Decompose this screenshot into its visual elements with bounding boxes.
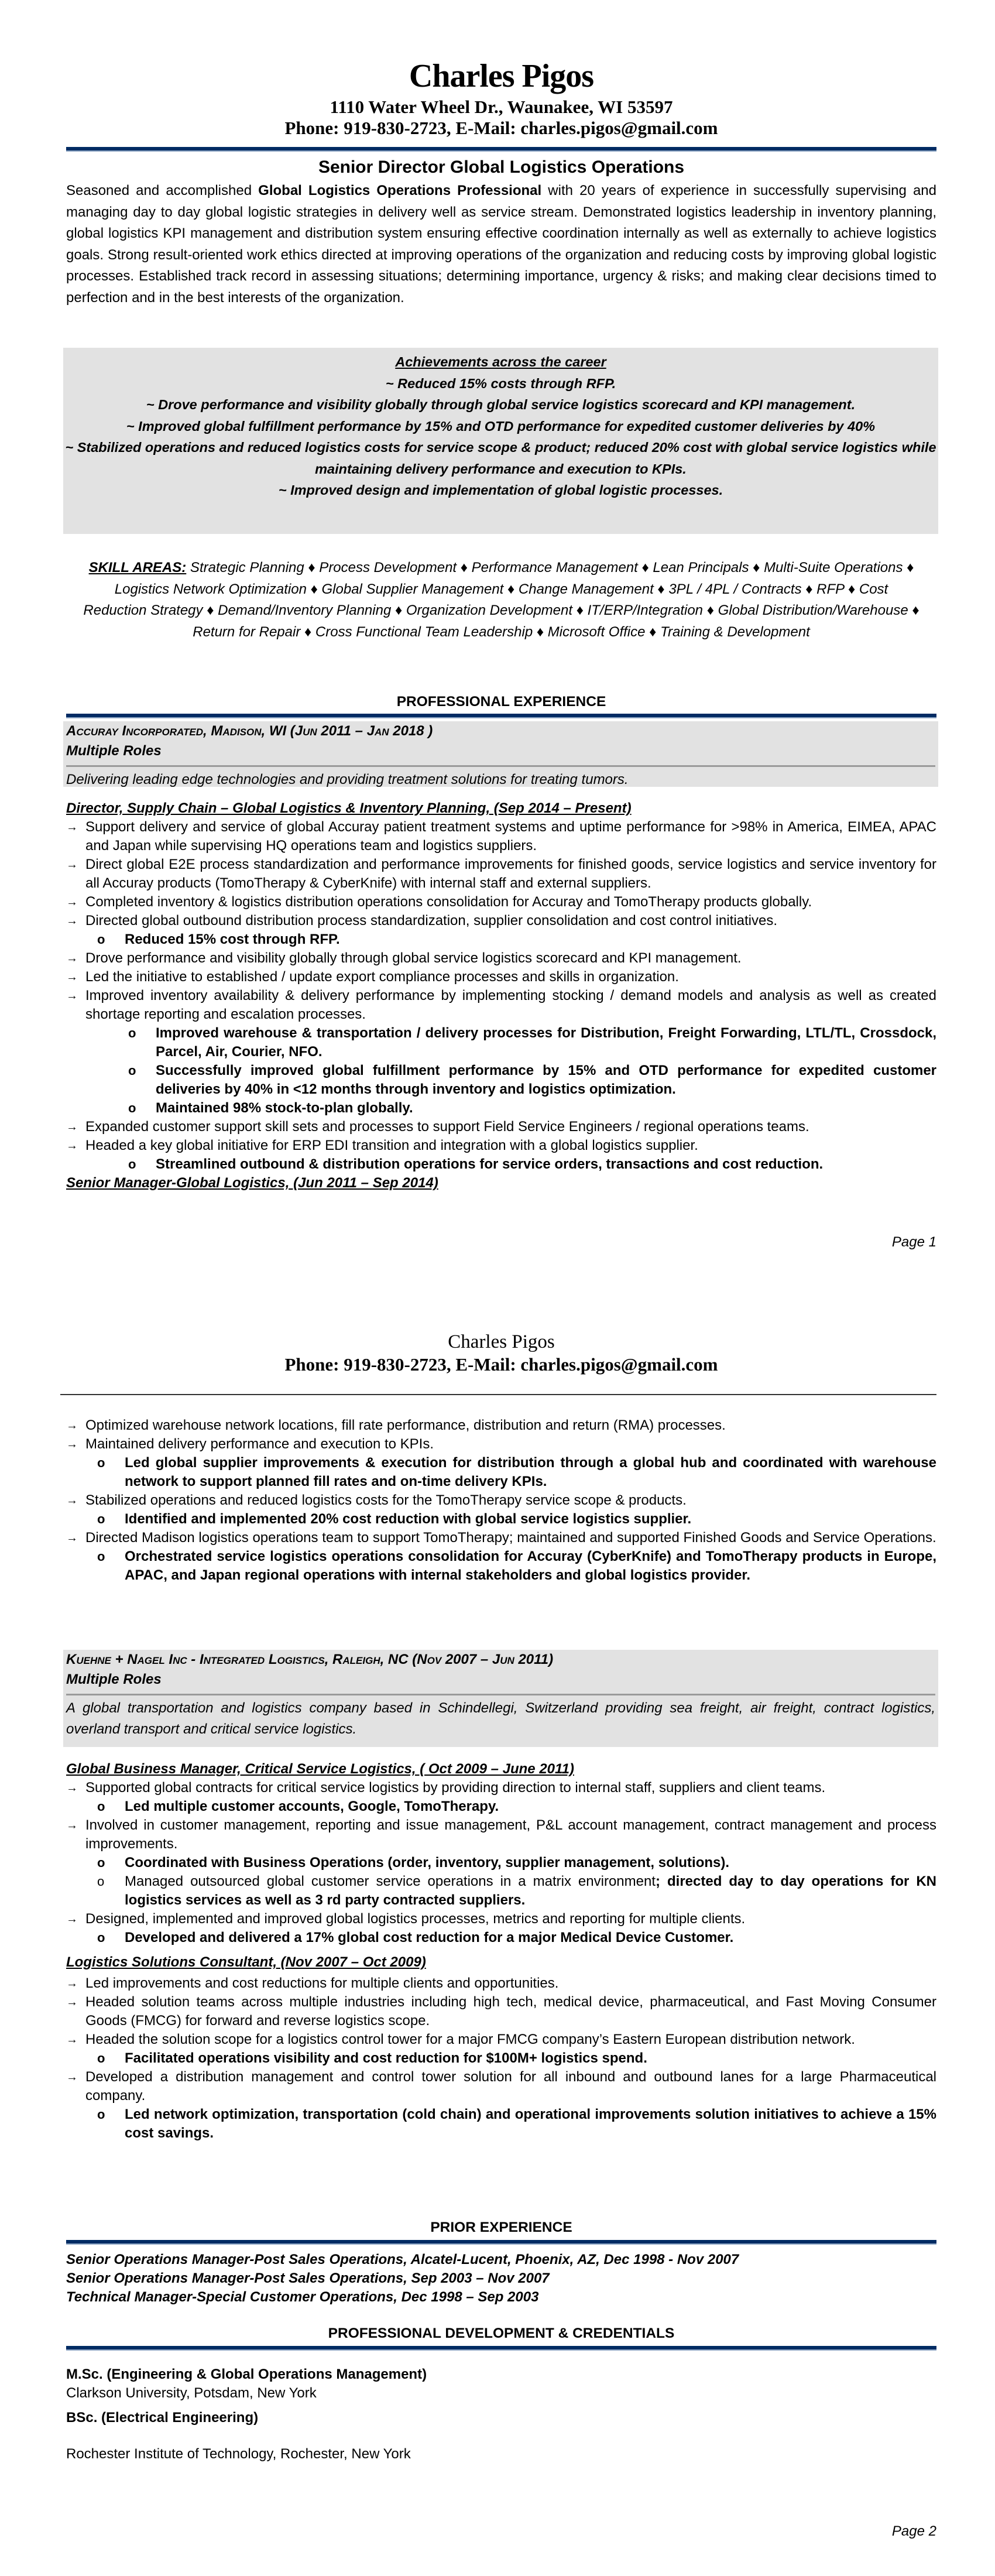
circle-bullet-icon: o: [128, 1101, 136, 1115]
section-divider: [66, 714, 936, 718]
bullet-text: Orchestrated service logistics operations consolidation for Accuray (CyberKnife) and TomoTherapy products in Europe, APAC, and Japan regional operations with internal stakeholders and global logistics provider.: [125, 1549, 936, 1583]
company-separator: [66, 765, 935, 767]
arrow-bullet-icon: →: [66, 952, 78, 965]
bullet-text: Led the initiative to established / update export compliance processes and skills in organization.: [85, 969, 679, 985]
bullet-text: Involved in customer management, reporting and issue management, P&L account management, contract management and process improvements.: [85, 1817, 936, 1852]
circle-bullet-icon: o: [97, 1930, 105, 1945]
role-block: [66, 799, 936, 1193]
company-box-kuehne-nagel: [63, 1650, 938, 1747]
role-title: Senior Manager-Global Logistics, (Jun 2011 – Sep 2014): [66, 1175, 438, 1191]
bullet-text: Improved inventory availability & delivery performance by implementing stocking / demand models and analysis as well as created shortage reporting and escalation processes.: [85, 988, 936, 1022]
section-heading-education: PROFESSIONAL DEVELOPMENT & CREDENTIALS: [328, 2325, 675, 2341]
list-item: [66, 1416, 936, 1435]
bullet-text: Led global supplier improvements & execution for distribution through a global hub and coordinated with warehouse network to support planned fill rates and on-time delivery KPIs.: [125, 1455, 936, 1489]
circle-bullet-icon: o: [97, 1874, 105, 1889]
section-divider: [66, 2240, 936, 2245]
candidate-contact: Phone: 919-830-2723, E-Mail: charles.pigos@gmail.com: [284, 118, 718, 138]
skill-areas-list: Strategic Planning ♦ Process Development ♦ Performance Management ♦ Lean Principals ♦ Multi-Suite Operations ♦ Logistics Network Optimization ♦ Global Supplier Management ♦ Change Management ♦ 3PL / 4PL / Contracts ♦ RFP ♦ Cost Reduction Strategy ♦ Demand/Inventory Planning ♦ Organization Development ♦ IT/ERP/Integration ♦ Global Distribution/Warehouse ♦ Return for Repair ♦ Cross Functional Team Leadership ♦ Microsoft Office ♦ Training & Development: [83, 560, 919, 640]
sub-list-item: [66, 1024, 936, 1061]
circle-bullet-icon: o: [128, 1157, 136, 1171]
achievements-heading: Achievements across the career: [395, 354, 606, 369]
bullet-text: Led network optimization, transportation (cold chain) and operational improvements solution initiatives to achieve a 15% cost savings.: [125, 2106, 936, 2141]
summary-highlight: Global Logistics Operations Professional: [258, 183, 542, 198]
company-box-accuray: [63, 721, 938, 787]
company-name: Accuray Incorporated, Madison, WI (Jun 2011 – Jan 2018 ): [66, 723, 433, 739]
page-number: Page 1: [891, 1234, 936, 1250]
sub-list-item: [66, 1099, 936, 1118]
bullet-text: Headed the solution scope for a logistics control tower for a major FMCG company’s Eastern European distribution network.: [85, 2032, 855, 2047]
sub-list-item: [66, 1797, 936, 1816]
page2-divider: [60, 1394, 936, 1395]
arrow-bullet-icon: →: [66, 896, 78, 909]
list-item: [66, 1974, 936, 1993]
bullet-text: Developed and delivered a 17% global cost reduction for a major Medical Device Customer.: [125, 1930, 734, 1945]
section-heading-prior: PRIOR EXPERIENCE: [430, 2219, 572, 2235]
sub-list-item: [66, 930, 936, 949]
candidate-address: 1110 Water Wheel Dr., Waunakee, WI 53597: [330, 97, 673, 117]
list-item: [66, 1118, 936, 1136]
company-description: Delivering leading edge technologies and providing treatment solutions for treating tumors.: [66, 772, 629, 787]
arrow-bullet-icon: →: [66, 1494, 78, 1507]
list-item: [66, 2068, 936, 2143]
bullet-text: Identified and implemented 20% cost reduction with global service logistics supplier.: [125, 1511, 692, 1527]
circle-bullet-icon: o: [128, 1026, 136, 1040]
role-block: [66, 1760, 936, 2143]
list-item: [66, 818, 936, 855]
sub-list-item: [66, 1872, 936, 1910]
role-bullets: [66, 1974, 936, 2143]
arrow-bullet-icon: →: [66, 821, 78, 834]
arrow-bullet-icon: →: [66, 1139, 78, 1152]
circle-bullet-icon: o: [97, 1855, 105, 1870]
summary-lead: Seasoned and accomplished: [66, 183, 259, 198]
list-item: [66, 1136, 936, 1174]
bullet-text: Maintained delivery performance and execution to KPIs.: [85, 1436, 434, 1452]
education-list: [66, 2365, 936, 2464]
arrow-bullet-icon: →: [66, 1438, 78, 1451]
page2-candidate-name: Charles Pigos: [448, 1331, 555, 1352]
arrow-bullet-icon: →: [66, 1782, 78, 1794]
page-number: Page 2: [891, 2523, 936, 2539]
bullet-text: Led multiple customer accounts, Google, TomoTherapy.: [125, 1799, 499, 1814]
arrow-bullet-icon: →: [66, 1977, 78, 1990]
achievement-item: ~ Drove performance and visibility globally through global service logistics scorecard and KPI management.: [146, 397, 856, 412]
page2-candidate-contact: Phone: 919-830-2723, E-Mail: charles.pigos@gmail.com: [284, 1354, 718, 1375]
circle-bullet-icon: o: [97, 2107, 105, 2122]
arrow-bullet-icon: →: [66, 858, 78, 871]
list-item: [66, 968, 936, 986]
summary-rest: with 20 years of experience in successfully supervising and managing day to day global logistic strategies in delivery well as service stream. Demonstrated logistics leadership in inventory planning, global logistics KPI management and distribution system ensuring effective coordination internally as well as externally to achieve logistics goals. Strong result-oriented work ethics directed at improving operations of the organization and reducing costs by improving global logistic processes. Established track record in assessing situations; determining importance, urgency & risks; and making clear decisions timed to perfection and in the best interests of the organization.: [66, 183, 937, 306]
sub-list-item: [66, 2105, 936, 2143]
arrow-bullet-icon: →: [66, 1819, 78, 1832]
role-title: Global Business Manager, Critical Service Logistics, ( Oct 2009 – June 2011): [66, 1761, 574, 1777]
arrow-bullet-icon: →: [66, 1419, 78, 1432]
candidate-name: Charles Pigos: [409, 58, 594, 94]
bullet-text: Managed outsourced global customer service operations in a matrix environment: [125, 1873, 656, 1889]
circle-bullet-icon: o: [97, 932, 105, 947]
degree: M.Sc. (Engineering & Global Operations Management): [66, 2366, 427, 2382]
arrow-bullet-icon: →: [66, 1913, 78, 1926]
sub-list-item: [66, 1928, 936, 1947]
sub-list-item: [66, 1061, 936, 1099]
skill-areas: [66, 557, 936, 643]
achievement-item: ~ Improved global fulfillment performance by 15% and OTD performance for expedited customer deliveries by 40%: [126, 418, 876, 434]
achievement-item: ~ Stabilized operations and reduced logistics costs for service scope & product; reduced 20% cost with global service logistics while maintaining delivery performance and execution to KPIs.: [65, 440, 936, 477]
prior-role: Senior Operations Manager-Post Sales Operations, Sep 2003 – Nov 2007: [66, 2270, 550, 2286]
bullet-text: Directed Madison logistics operations team to support TomoTherapy; maintained and supported Finished Goods and Service Operations.: [85, 1530, 936, 1546]
achievement-item: ~ Reduced 15% costs through RFP.: [385, 375, 616, 391]
role-title: Logistics Solutions Consultant, (Nov 2007 – Oct 2009): [66, 1954, 426, 1970]
arrow-bullet-icon: →: [66, 2071, 78, 2084]
list-item: [66, 1491, 936, 1529]
prior-experience-list: [66, 2250, 936, 2307]
role-title: Director, Supply Chain – Global Logistics & Inventory Planning, (Sep 2014 – Present): [66, 800, 632, 816]
prior-role: Technical Manager-Special Customer Operations, Dec 1998 – Sep 2003: [66, 2289, 539, 2305]
sub-list-item: [66, 1454, 936, 1491]
circle-bullet-icon: o: [97, 1799, 105, 1814]
bullet-text: Led improvements and cost reductions for multiple clients and opportunities.: [85, 1975, 559, 1991]
list-item: [66, 912, 936, 949]
bullet-text: Successfully improved global fulfillment performance by 15% and OTD performance for expedited customer deliveries by 40% in <12 months through inventory and logistics optimization.: [156, 1063, 936, 1097]
company-roles: Multiple Roles: [66, 743, 162, 759]
school: Rochester Institute of Technology, Rochester, New York: [66, 2446, 411, 2462]
bullet-text: Support delivery and service of global Accuray patient treatment systems and uptime performance for >98% in America, EIMEA, APAC and Japan while supervising HQ operations team and logistics suppliers.: [85, 819, 936, 854]
company-name: Kuehne + Nagel Inc - Integrated Logistics, Raleigh, NC (Nov 2007 – Jun 2011): [66, 1652, 554, 1667]
arrow-bullet-icon: →: [66, 989, 78, 1002]
sub-list-item: [66, 1155, 936, 1174]
bullet-text: Facilitated operations visibility and cost reduction for $100M+ logistics spend.: [125, 2050, 647, 2066]
bullet-text: Optimized warehouse network locations, fill rate performance, distribution and return (RMA) processes.: [85, 1417, 726, 1433]
sub-list-item: [66, 1854, 936, 1872]
skill-areas-label: SKILL AREAS:: [88, 560, 187, 576]
list-item: [66, 855, 936, 893]
circle-bullet-icon: o: [97, 1512, 105, 1526]
bullet-text: Designed, implemented and improved global logistics processes, metrics and reporting for multiple clients.: [85, 1911, 746, 1927]
bullet-text: Drove performance and visibility globally through global service logistics scorecard and KPI management.: [85, 950, 742, 966]
school: Clarkson University, Potsdam, New York: [66, 2385, 317, 2401]
arrow-bullet-icon: →: [66, 1121, 78, 1133]
arrow-bullet-icon: →: [66, 1996, 78, 2009]
bullet-text-bold: ; directed day to day operations for KN logistics services as well as 3 rd party contracted suppliers.: [125, 1873, 936, 1908]
role-bullets: [66, 1779, 936, 1947]
bullet-text: Direct global E2E process standardization and performance improvements for finished goods, service logistics and service inventory for all Accuray products (TomoTherapy & CyberKnife) with internal staff and external suppliers.: [85, 857, 936, 891]
bullet-text: Streamlined outbound & distribution operations for service orders, transactions and cost reduction.: [156, 1156, 824, 1172]
header-divider: [66, 147, 936, 152]
list-item: [66, 949, 936, 968]
bullet-text: Directed global outbound distribution process standardization, supplier consolidation and cost control initiatives.: [85, 913, 778, 929]
achievement-item: ~ Improved design and implementation of global logistic processes.: [278, 482, 723, 498]
role-bullets: [66, 818, 936, 1174]
list-item: [66, 1910, 936, 1947]
bullet-text: Stabilized operations and reduced logistics costs for the TomoTherapy service scope & products.: [85, 1492, 687, 1508]
role-block-continued: [66, 1416, 936, 1585]
arrow-bullet-icon: →: [66, 2033, 78, 2046]
sub-list-item: [66, 1547, 936, 1585]
list-item: [66, 1993, 936, 2030]
bullet-text: Headed a key global initiative for ERP EDI transition and integration with a global logistics supplier.: [85, 1138, 698, 1153]
sub-list-item: [66, 1510, 936, 1529]
list-item: [66, 893, 936, 912]
bullet-text: Improved warehouse & transportation / delivery processes for Distribution, Freight Forwarding, LTL/TL, Crossdock, Parcel, Air, Courier, NFO.: [156, 1025, 936, 1060]
company-description: A global transportation and logistics company based in Schindellegi, Switzerland providing sea freight, air freight, contract logistics, overland transport and critical service logistics.: [66, 1700, 935, 1737]
bullet-text: Coordinated with Business Operations (order, inventory, supplier management, solutions).: [125, 1855, 730, 1871]
section-divider: [66, 2346, 936, 2351]
list-item: [66, 986, 936, 1118]
list-item: [66, 1435, 936, 1491]
list-item: [66, 2030, 936, 2068]
bullet-text: Expanded customer support skill sets and processes to support Field Service Engineers / regional operations teams.: [85, 1119, 809, 1135]
role-bullets: [66, 1416, 936, 1585]
section-heading-experience: PROFESSIONAL EXPERIENCE: [396, 694, 606, 710]
circle-bullet-icon: o: [97, 1549, 105, 1564]
circle-bullet-icon: o: [97, 1455, 105, 1470]
arrow-bullet-icon: →: [66, 914, 78, 927]
list-item: [66, 1529, 936, 1585]
list-item: [66, 1816, 936, 1910]
company-roles: Multiple Roles: [66, 1671, 162, 1687]
circle-bullet-icon: o: [128, 1063, 136, 1078]
summary-paragraph: [66, 180, 936, 309]
arrow-bullet-icon: →: [66, 971, 78, 984]
circle-bullet-icon: o: [97, 2051, 105, 2065]
achievements-box: [63, 348, 938, 534]
degree: BSc. (Electrical Engineering): [66, 2410, 259, 2426]
bullet-text: Headed solution teams across multiple industries including high tech, medical device, pharmaceutical, and Fast Moving Consumer Goods (FMCG) for forward and reverse logistics scope.: [85, 1994, 936, 2029]
professional-title: Senior Director Global Logistics Operations: [318, 157, 685, 177]
bullet-text: Reduced 15% cost through RFP.: [125, 931, 340, 947]
bullet-text: Developed a distribution management and control tower solution for all inbound and outbound lanes for a large Pharmaceutical company.: [85, 2069, 936, 2104]
prior-role: Senior Operations Manager-Post Sales Operations, Alcatel-Lucent, Phoenix, AZ, Dec 1998 - Nov 2007: [66, 2252, 739, 2267]
arrow-bullet-icon: →: [66, 1532, 78, 1544]
bullet-text: Maintained 98% stock-to-plan globally.: [156, 1100, 413, 1116]
bullet-text: Completed inventory & logistics distribution operations consolidation for Accuray and TomoTherapy products globally.: [85, 894, 812, 910]
list-item: [66, 1779, 936, 1816]
sub-list-item: [66, 2049, 936, 2068]
bullet-text: Supported global contracts for critical service logistics by providing direction to internal staff, suppliers and client teams.: [85, 1780, 826, 1796]
company-separator: [66, 1694, 935, 1695]
